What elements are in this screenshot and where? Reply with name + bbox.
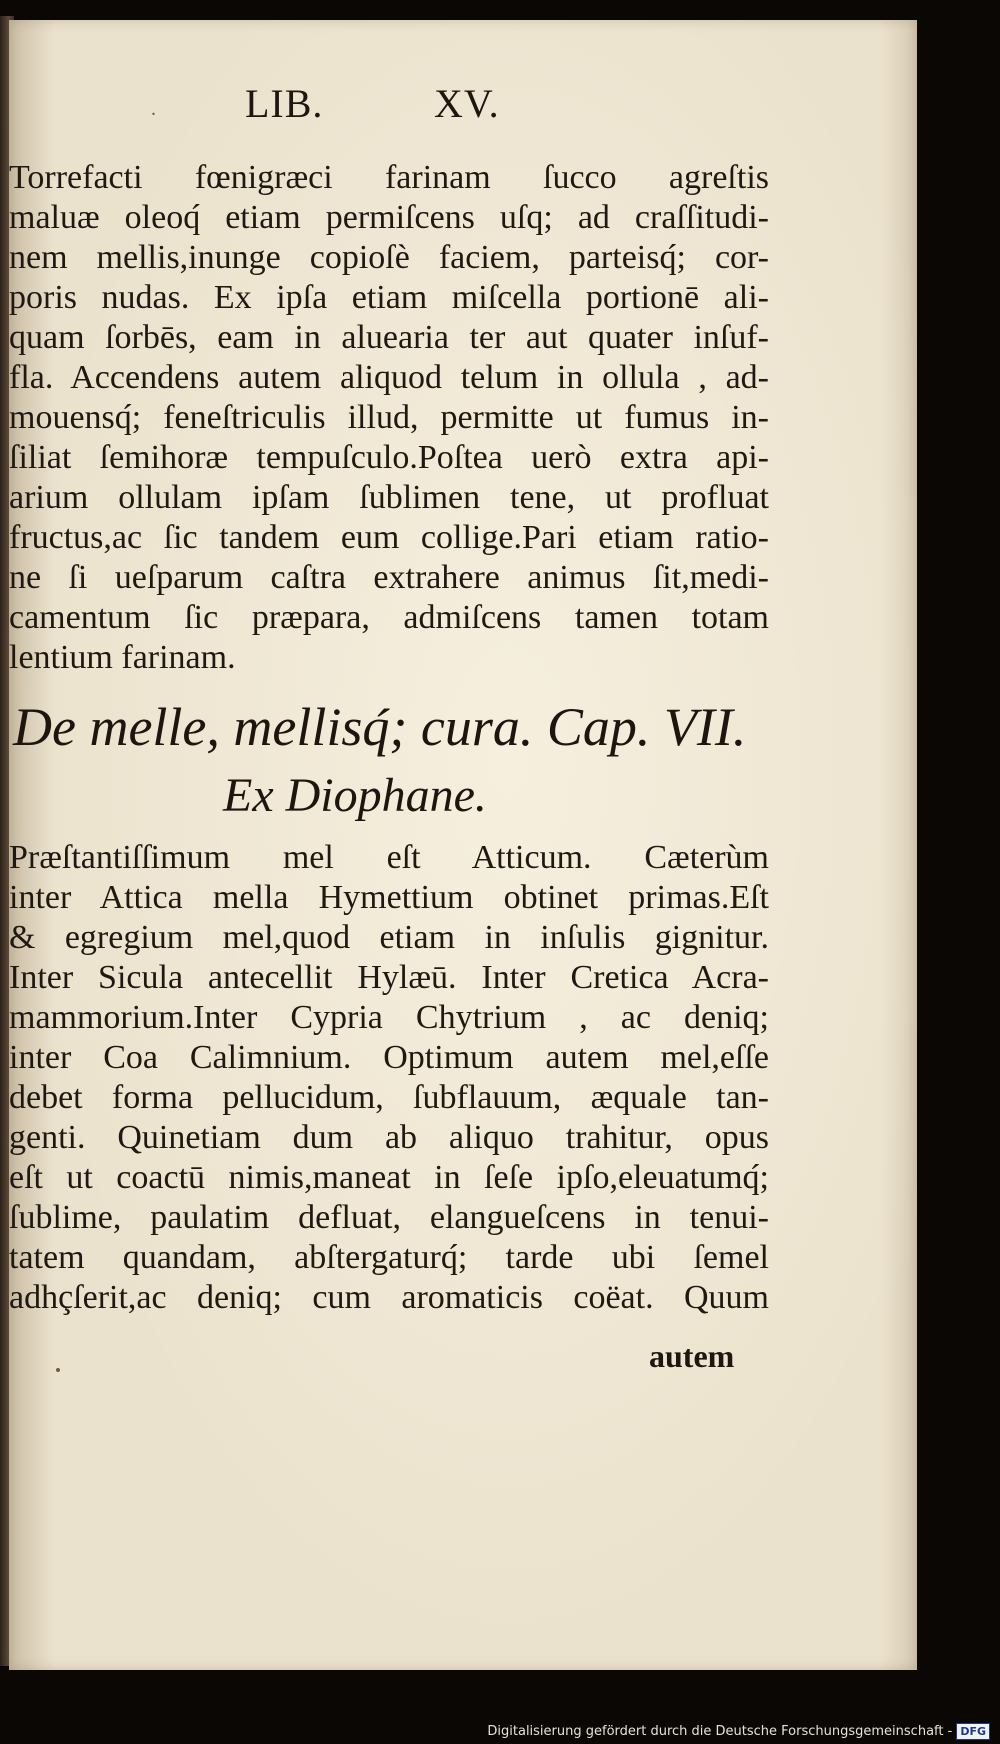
text-line: ſiliat ſemihoræ tempuſculo.Poſtea uerò extra api- xyxy=(9,439,769,476)
text-line: ne ſi ueſparum caſtra extrahere animus ſit,medi- xyxy=(9,559,769,596)
text-line: inter Attica mella Hymettium obtinet primas.Eſt xyxy=(9,879,769,916)
text-line: poris nudas. Ex ipſa etiam miſcella portionē ali- xyxy=(9,279,769,316)
digitization-credit xyxy=(487,1720,990,1742)
text-line: lentium farinam. xyxy=(9,639,236,676)
dfg-logo: DFG xyxy=(956,1723,990,1740)
text-line: mouensq́; feneſtriculis illud, permitte ut fumus in- xyxy=(9,399,769,436)
source-heading: Ex Diophane. xyxy=(223,769,487,822)
text-line: tatem quandam, abſtergaturq́; tarde ubi ſemel xyxy=(9,1239,769,1276)
text-line: ſublime, paulatim defluat, elangueſcens in tenui- xyxy=(9,1199,769,1236)
text-line: Inter Sicula antecellit Hylæū. Inter Cretica Acra- xyxy=(9,959,769,996)
text-line: adhçſerit,ac deniq; cum aromaticis coëat. Quum xyxy=(9,1279,769,1316)
header-book-label: LIB. xyxy=(245,81,324,126)
text-line: genti. Quinetiam dum ab aliquo trahitur, opus xyxy=(9,1119,769,1156)
text-line: inter Coa Calimnium. Optimum autem mel,eſſe xyxy=(9,1039,769,1076)
text-line: Torrefacti fœnigræci farinam ſucco agreſtis xyxy=(9,159,769,196)
paper-speck xyxy=(56,1368,60,1372)
book-page xyxy=(9,20,917,1670)
catchword: autem xyxy=(649,1338,735,1374)
text-line: nem mellis,inunge copioſè faciem, parteisq́; cor- xyxy=(9,239,769,276)
credit-text: Digitalisierung gefördert durch die Deutsche Forschungsgemeinschaft - xyxy=(487,1723,953,1739)
text-line: fla. Accendens autem aliquod telum in ollula , ad- xyxy=(9,359,769,396)
text-line: Præſtantiſſimum mel eſt Atticum. Cæterùm xyxy=(9,839,769,876)
text-line: & egregium mel,quod etiam in inſulis gignitur. xyxy=(9,919,769,956)
text-line: quam ſorbēs, eam in aluearia ter aut quater inſuf- xyxy=(9,319,769,356)
text-line: mammorium.Inter Cypria Chytrium , ac deniq; xyxy=(9,999,769,1036)
text-line: fructus,ac ſic tandem eum collige.Pari etiam ratio- xyxy=(9,519,769,556)
chapter-heading: De melle, mellisq́; cura. Cap. VII. xyxy=(13,697,747,757)
text-line: debet forma pellucidum, ſubflauum, æquale tan- xyxy=(9,1079,769,1116)
text-line: eſt ut coactū nimis,maneat in ſeſe ipſo,eleuatumq́; xyxy=(9,1159,769,1196)
header-book-number: XV. xyxy=(434,81,500,126)
paragraph-1 xyxy=(9,158,769,678)
header-mark: . xyxy=(151,98,157,120)
text-line: maluæ oleoq́ etiam permiſcens uſq; ad craſſitudi- xyxy=(9,199,769,236)
text-line: arium ollulam ipſam ſublimen tene, ut profluat xyxy=(9,479,769,516)
text-line: camentum ſic præpara, admiſcens tamen totam xyxy=(9,599,769,636)
paragraph-2 xyxy=(9,838,769,1318)
